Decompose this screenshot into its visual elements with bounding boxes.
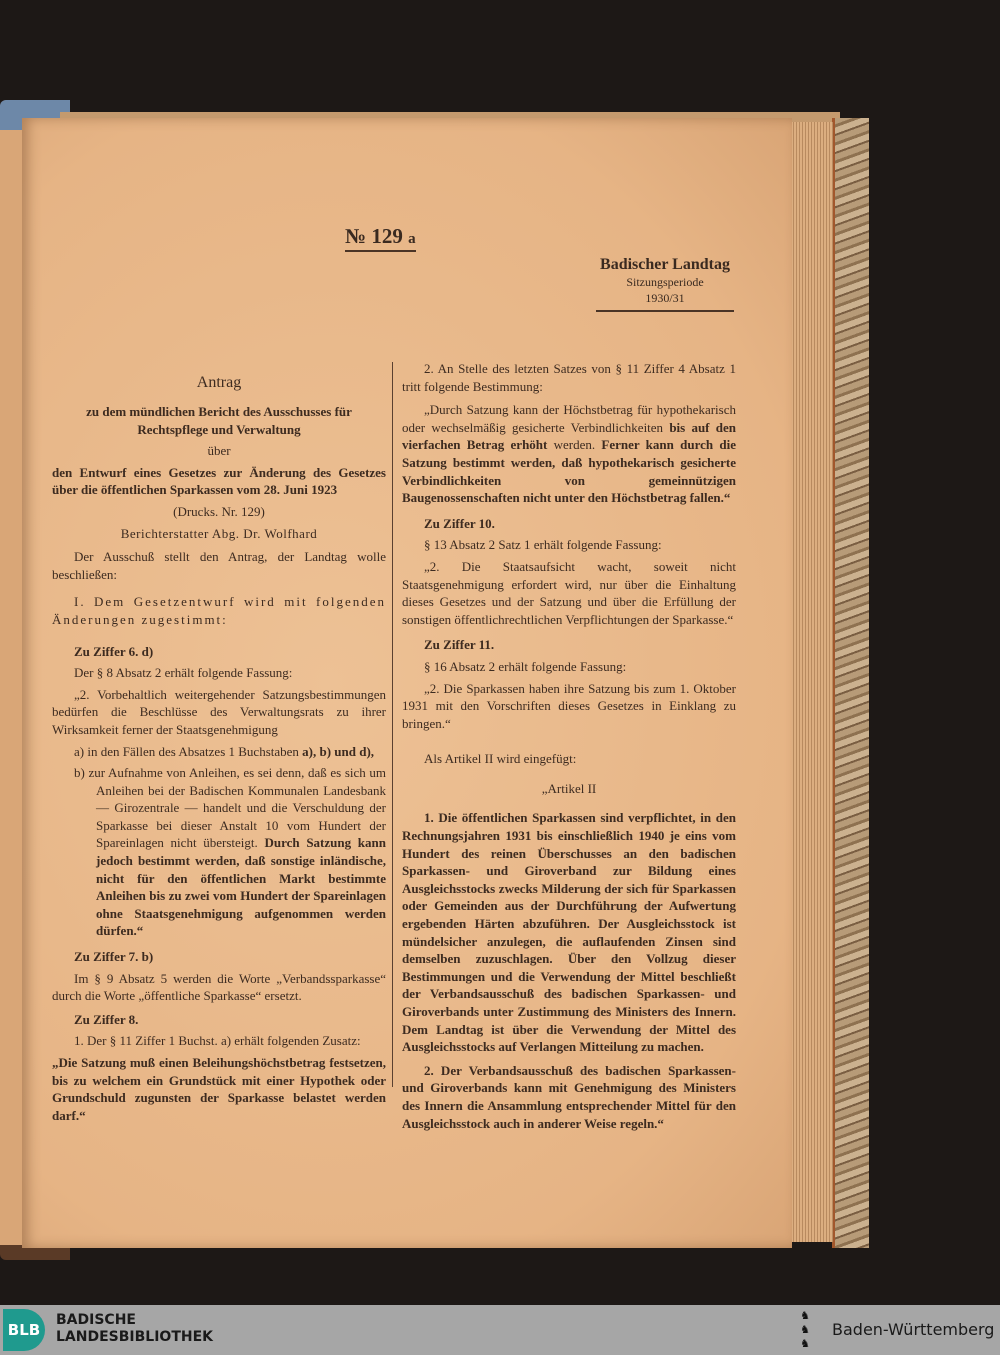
z6-intro: Der § 8 Absatz 2 erhält folgende Fassung:: [74, 665, 293, 681]
z6-text: „2. Vorbehaltlich weitergehender Satzungsbestimmungen bedürfen die Beschlüsse des Verwaltungsrats zu ihrer Wirksamkeit ferner der Staatsgenehmigung: [52, 686, 386, 737]
ueber: über: [207, 443, 231, 459]
session-years: 1930/31: [645, 291, 685, 305]
z7-text: Im § 9 Absatz 5 werden die Worte „Verbandssparkasse“ durch die Worte „öffentliche Sparkasse“ ersetzt.: [52, 970, 386, 1004]
z8-text: „Die Satzung muß einen Beleihungshöchstbetrag festsetzen, bis zu welchem ein Grundstück mit einer Hypothek oder Grundschuld zugunsten der Sparkasse belastet werden darf.“: [52, 1055, 386, 1123]
z6-item-b: b) zur Aufnahme von Anleihen, es sei denn, daß es sich um Anleihen bei der Badischen Kommunalen Landesbank — Girozentrale — handelt und die Verschuldung der Sparkasse bei dieser Anstalt 10 vom Hundert der Spareinlagen nicht übersteigt. Durch Satzung kann jedoch bestimmt werden, daß sonstige inländische, nicht für den öffentlichen Markt bestimmte Anleihen bis zu zwei vom Hundert der Spareinlagen ohne Staatsgenehmigung aufgenommen werden dürfen.“: [74, 765, 386, 939]
z11-intro: § 16 Absatz 2 erhält folgende Fassung:: [424, 658, 627, 674]
session-label: Sitzungsperiode: [626, 275, 704, 289]
left-column: [52, 373, 386, 1128]
left-page-edge: [0, 130, 23, 1245]
title: Antrag: [196, 374, 242, 391]
heading-ziffer-7: Zu Ziffer 7. b): [74, 949, 154, 965]
drucksache: (Drucks. Nr. 129): [173, 503, 265, 519]
subject: den Entwurf eines Gesetzes zur Änderung des Gesetzes über die öffentlichen Sparkassen vom 28. Juni 1923: [52, 464, 386, 498]
lions-coat-of-arms-icon: ♞ ♞ ♞: [800, 1309, 810, 1350]
subtitle: zu dem mündlichen Bericht des Ausschusses für Rechtspflege und Verwaltung: [86, 404, 352, 437]
article-title: „Artikel II: [541, 780, 597, 796]
z6-item-a: a) in den Fällen des Absatzes 1 Buchstaben a), b) und d),: [74, 743, 375, 759]
blb-logo[interactable]: BLB: [3, 1309, 45, 1351]
heading-ziffer-11: Zu Ziffer 11.: [424, 637, 495, 653]
right-column: [402, 360, 736, 1136]
item-1: I. Dem Gesetzentwurf wird mit folgenden Änderungen zugestimmt:: [52, 594, 386, 627]
heading-ziffer-6: Zu Ziffer 6. d): [74, 643, 154, 659]
heading-ziffer-8: Zu Ziffer 8.: [74, 1011, 139, 1027]
z10-text: „2. Die Staatsaufsicht wacht, soweit nicht Staatsgenehmigung erfordert wird, nur über die Einhaltung dieses Gesetzes und der Satzung und über die Erfüllung der sonstigen öffentlichrechtlichen Verpflichtungen der Sparkasse.“: [402, 558, 736, 627]
r-p2: „Durch Satzung kann der Höchstbetrag für hypothekarisch oder wechselmäßig gesicherte Verbindlichkeiten bis auf den vierfachen Betrag erhöht werden. Ferner kann durch die Satzung bestimmt werden, daß hypothekarisch gesicherte Verbindlichkeiten von gemeinnützigen Baugenossenschaften nicht unter den Höchstbetrag fallen.“: [402, 402, 736, 506]
z8-intro: 1. Der § 11 Ziffer 1 Buchst. a) erhält folgenden Zusatz:: [74, 1033, 361, 1049]
column-divider: [392, 362, 393, 1087]
institution-header: [575, 256, 755, 312]
footer-bar: [0, 1305, 1000, 1355]
article-para-1: 1. Die öffentlichen Sparkassen sind verpflichtet, in den Rechnungsjahren 1931 bis einschließlich 1940 je eins vom Hundert des reinen Überschusses an den badischen Sparkassen- und Giroverband zur Bildung eines Ausgleichsstocks zwecks Milderung der sich für Sparkassen oder Gemeinden aus der Durchführung der Aufwertung ergebenden Härten abzuführen. Der Ausgleichsstock ist mündelsicher anzulegen, die auflaufenden Zinsen sind demselben zuzuschlagen. Über den Vollzug dieser Bestimmungen und die Verwendung der Mittel beschließt der Verbandsausschuß des badischen Sparkassen- und Giroverbands unter Zustimmung des Ministers des Innern. Dem Landtag ist über die Verwendung der Mittel des Ausgleichsstocks auf Verlangen Mitteilung zu machen.: [402, 810, 736, 1055]
heading-ziffer-10: Zu Ziffer 10.: [424, 515, 495, 531]
header-rule: [596, 310, 734, 312]
article-para-2: 2. Der Verbandsausschuß des badischen Sparkassen- und Giroverbands kann mit Genehmigung des Ministers des Innern die Ansammlung entsprechender Mittel für den Ausgleichsstock auch in anderer Weise regeln.“: [402, 1062, 736, 1131]
document-number: № 129 a: [345, 224, 416, 252]
institution-name: Badischer Landtag: [600, 256, 730, 273]
library-name[interactable]: BADISCHE LANDESBIBLIOTHEK: [56, 1312, 214, 1345]
z10-intro: § 13 Absatz 2 Satz 1 erhält folgende Fassung:: [424, 537, 662, 553]
marbled-cover: [832, 118, 869, 1248]
article-intro: Als Artikel II wird eingefügt:: [424, 751, 577, 767]
r-p1: 2. An Stelle des letzten Satzes von § 11 Ziffer 4 Absatz 1 tritt folgende Bestimmung:: [402, 361, 736, 394]
z11-text: „2. Die Sparkassen haben ihre Satzung bis zum 1. Oktober 1931 mit den Vorschriften dieses Gesetzes in Einklang zu bringen.“: [402, 680, 736, 731]
intro: Der Ausschuß stellt den Antrag, der Landtag wolle beschließen:: [52, 549, 386, 582]
page-stack-edges: [785, 122, 833, 1242]
state-name[interactable]: Baden-Württemberg: [832, 1320, 995, 1339]
reporter: Berichterstatter Abg. Dr. Wolfhard: [120, 525, 318, 541]
